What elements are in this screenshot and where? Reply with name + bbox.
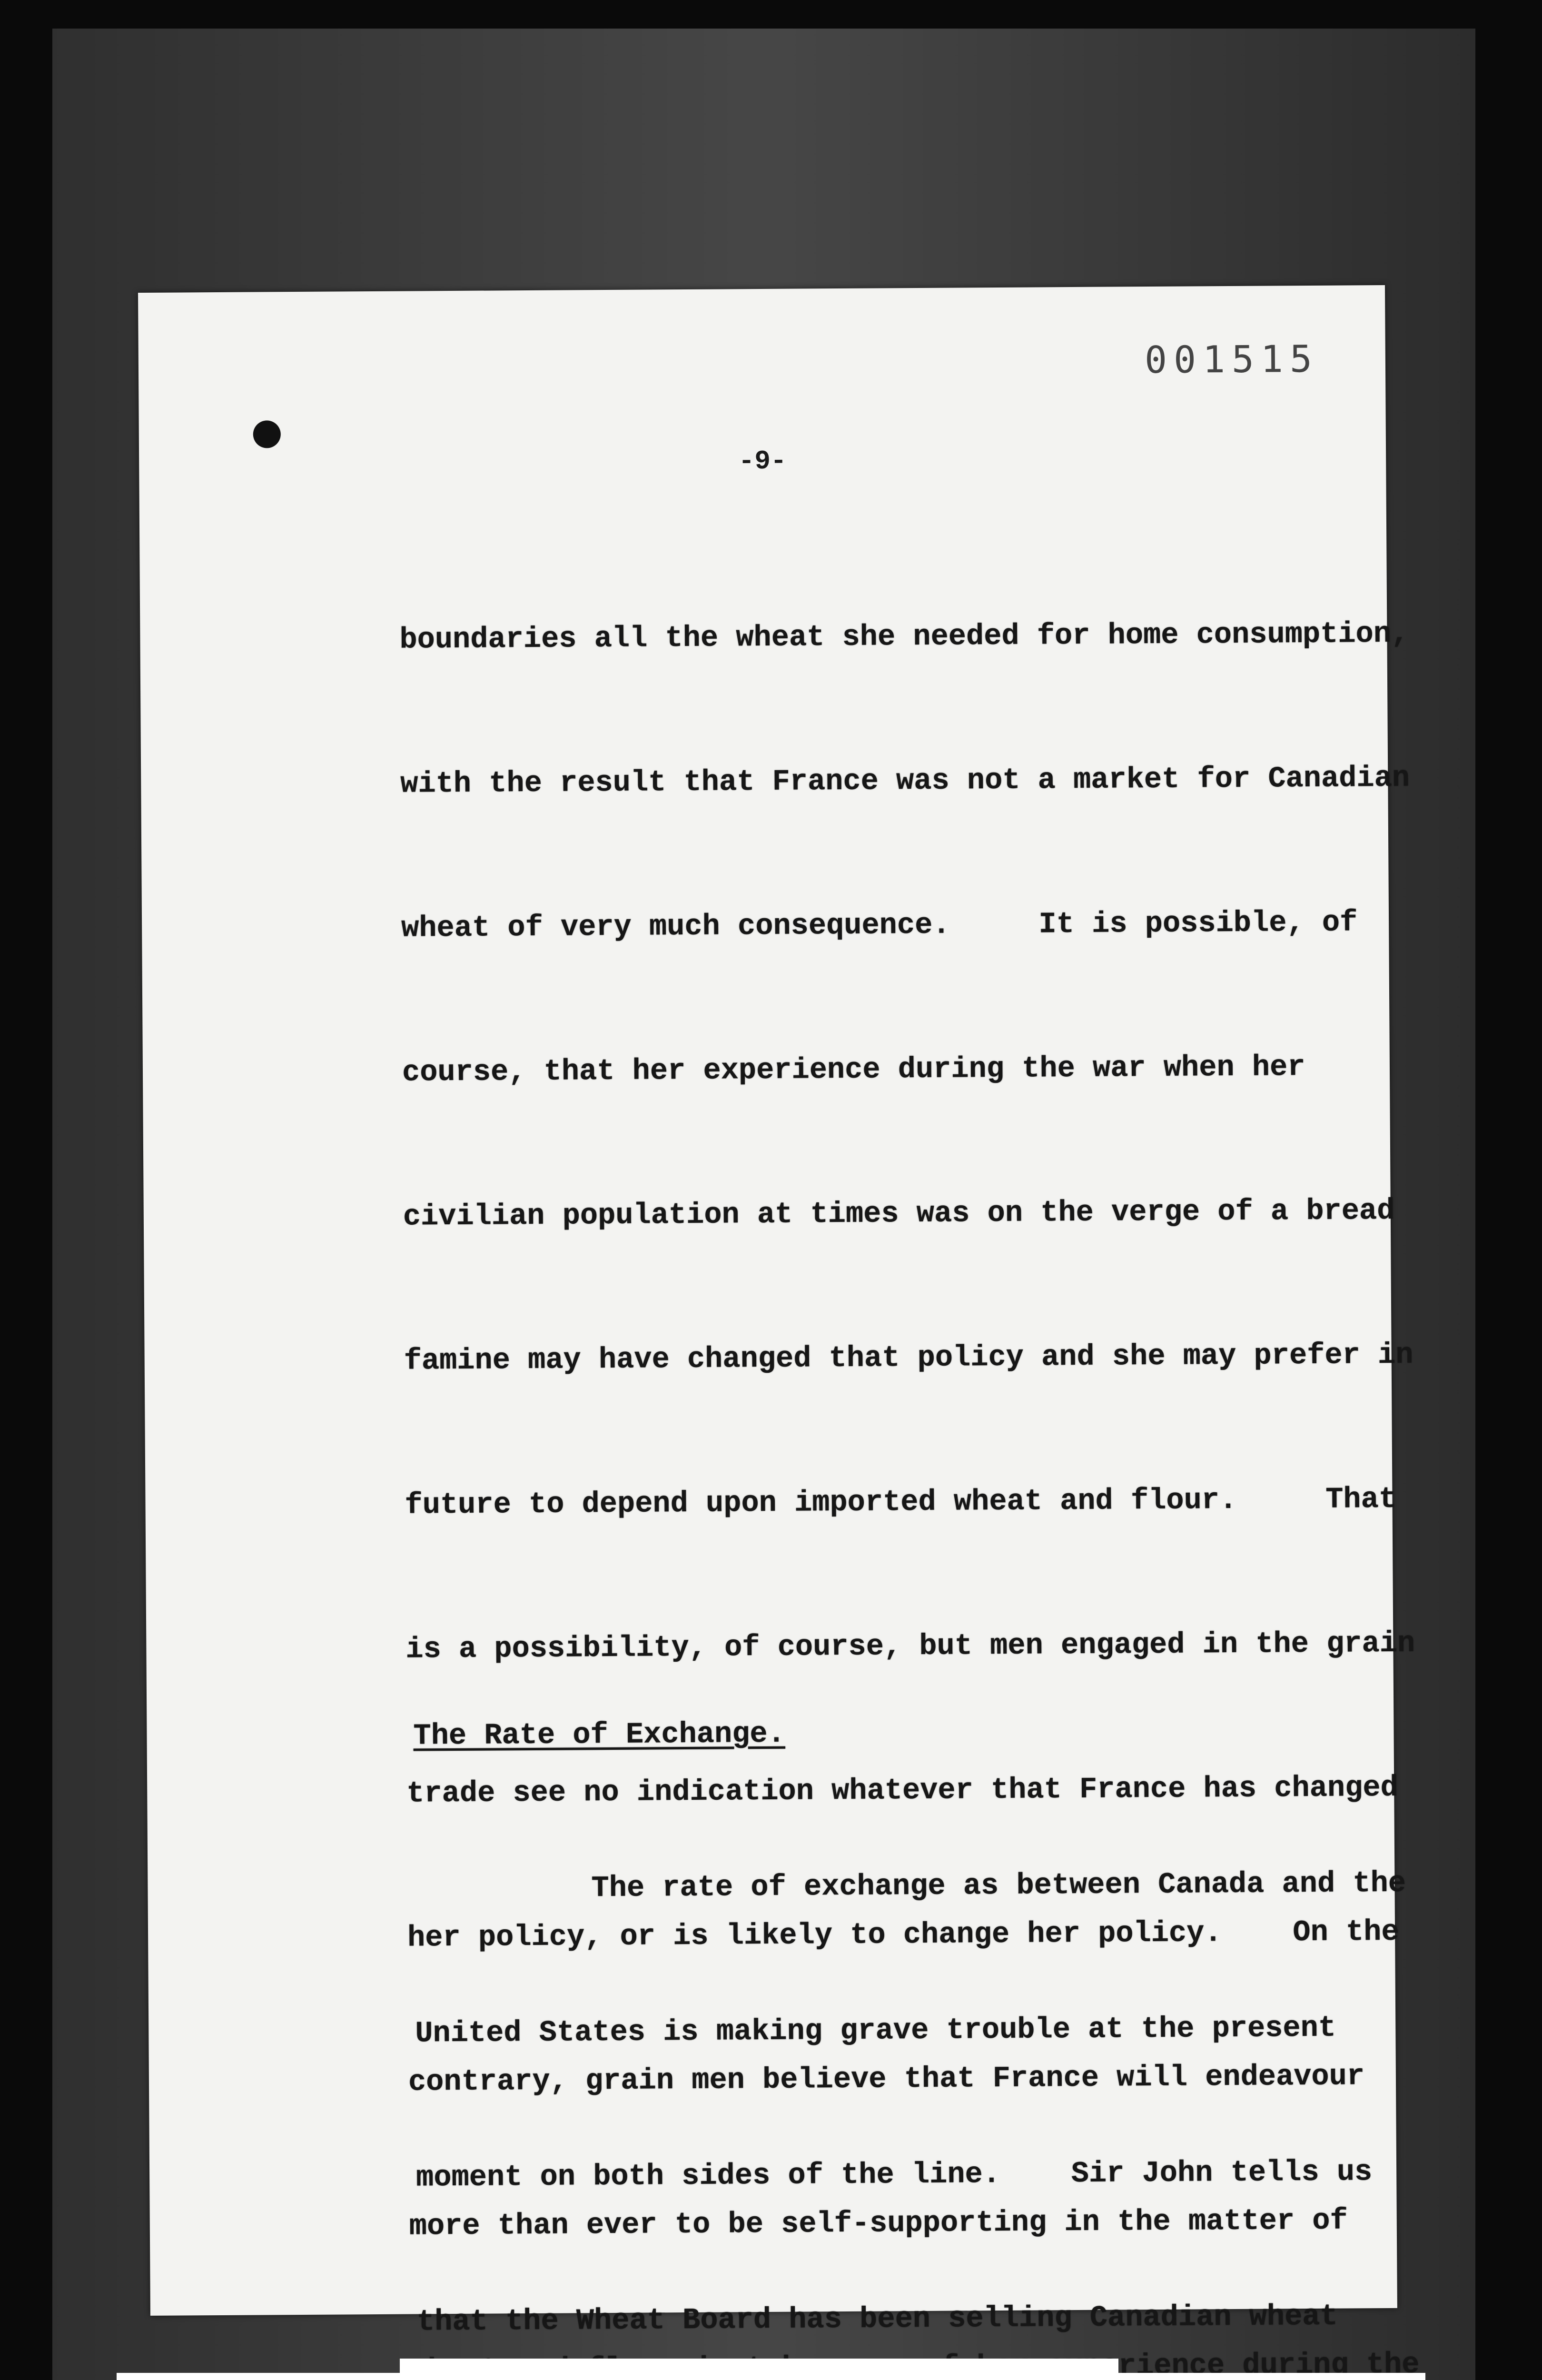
text-line: famine may have changed that policy and she may prefer in [404, 1338, 1414, 1378]
text-line: boundaries all the wheat she needed for home consumption, [399, 616, 1409, 657]
document-page [138, 285, 1415, 2380]
text-line: is a possibility, of course, but men engaged in the grain [405, 1626, 1415, 1666]
page-marker: -9- [738, 446, 787, 477]
punch-hole [253, 420, 281, 448]
section-heading: The Rate of Exchange. [413, 1716, 786, 1753]
text-line: with the result that France was not a market for Canadian [400, 761, 1410, 801]
text-line: The rate of exchange as between Canada and the [414, 1866, 1406, 1906]
archive-label-tab [400, 2359, 1118, 2380]
text-line: course, that her experience during the war when her [402, 1050, 1305, 1090]
text-line: civilian population at times was on the verge of a bread [403, 1193, 1395, 1234]
text-line: that the Wheat Board has been selling Canadian wheat [416, 2299, 1338, 2339]
text-line: trade see no indication whatever that France has changed [406, 1770, 1398, 1811]
text-line: wheat of very much consequence. It is possible, of [401, 905, 1358, 945]
text-line: moment on both sides of the line. Sir John tells us [415, 2155, 1373, 2195]
paragraph-2 [414, 1763, 1406, 2380]
text-line: United States is making grave trouble at the present [415, 2011, 1336, 2051]
text-line: future to depend upon imported wheat and flour. That [405, 1482, 1397, 1522]
text-line: contrary, grain men believe that France will endeavour [408, 2059, 1365, 2099]
text-line: her policy, or is likely to change her policy. On the [407, 1914, 1399, 1955]
text-line: experience during [1047, 2348, 1349, 2380]
text-line: more than ever to be self-supporting in the matter of [409, 2203, 1348, 2243]
document-number: 001515 [1144, 337, 1319, 382]
